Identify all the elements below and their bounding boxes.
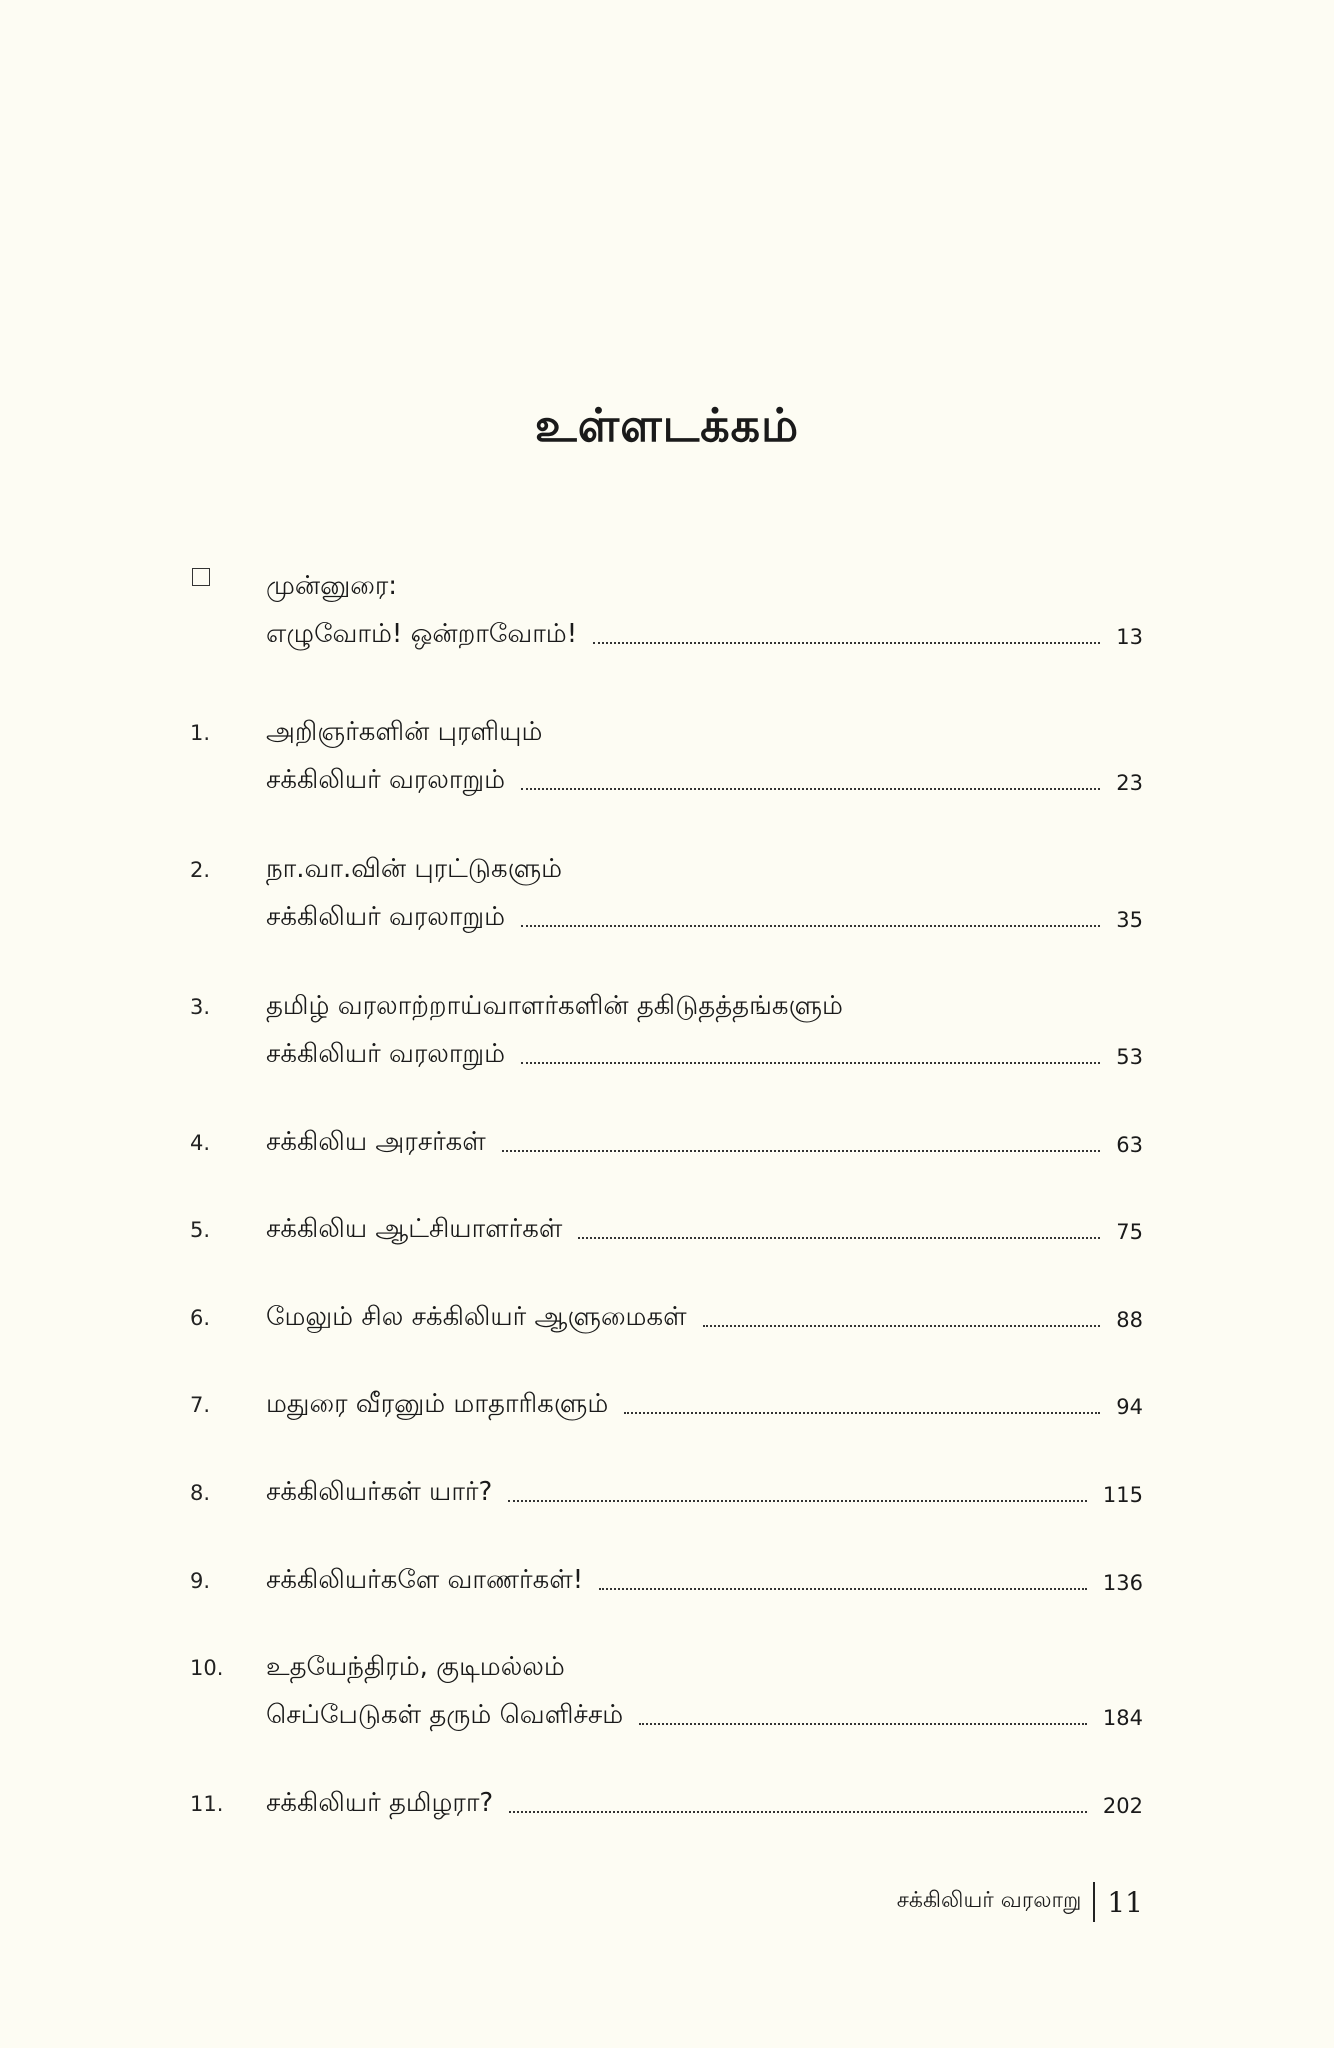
toc-entry-number: 11. — [190, 1792, 224, 1816]
toc-entry-line — [266, 1378, 1143, 1424]
toc-entry-number: 8. — [190, 1481, 211, 1505]
toc-entry-title: சக்கிலியர் வரலாறும் — [266, 1039, 506, 1069]
footer-divider — [1093, 1882, 1095, 1922]
toc-entry-page: 13 — [1116, 625, 1143, 649]
toc-entry-title: நா.வா.வின் புரட்டுகளும் — [266, 854, 563, 884]
dot-leader — [624, 1412, 1100, 1414]
toc-entry-line — [266, 754, 1143, 800]
toc-entry-page: 202 — [1102, 1794, 1143, 1818]
toc-entry-line — [266, 1203, 1143, 1249]
running-book-title: சக்கிலியர் வரலாறு — [896, 1888, 1082, 1913]
dot-leader — [502, 1150, 1100, 1152]
toc-entry-title: சக்கிலியர் வரலாறும் — [266, 765, 506, 795]
toc-entry-title: சக்கிலியர் வரலாறும் — [266, 902, 506, 932]
toc-entry-line — [266, 891, 1143, 937]
toc-entry-line — [266, 608, 1143, 654]
toc-entry-number: 7. — [190, 1393, 211, 1417]
dot-leader — [521, 788, 1100, 790]
toc-entry-page: 136 — [1102, 1571, 1143, 1595]
checkbox-square-icon — [192, 568, 210, 586]
page-title: உள்ளடக்கம் — [534, 398, 800, 452]
toc-entry-page: 94 — [1116, 1395, 1143, 1419]
toc-entry-line — [266, 560, 1143, 606]
toc-entry-number: 10. — [190, 1656, 224, 1680]
toc-entry-title: சக்கிலியர்கள் யார்? — [266, 1477, 493, 1507]
toc-entry-title: அறிஞர்களின் புரளியும் — [266, 717, 543, 747]
toc-entry-page: 63 — [1116, 1133, 1143, 1157]
dot-leader — [509, 1811, 1087, 1813]
toc-entry-title: எழுவோம்! ஒன்றாவோம்! — [266, 619, 578, 649]
toc-entry-title: மேலும் சில சக்கிலியர் ஆளுமைகள் — [266, 1302, 687, 1332]
toc-entry-page: 115 — [1102, 1483, 1143, 1507]
toc-entry-title: முன்னுரை: — [266, 571, 398, 601]
dot-leader — [521, 925, 1100, 927]
toc-entry-line — [266, 1554, 1143, 1600]
dot-leader — [639, 1723, 1087, 1725]
toc-entry-title: செப்பேடுகள் தரும் வெளிச்சம் — [266, 1700, 624, 1730]
dot-leader — [508, 1500, 1087, 1502]
toc-entry-line — [266, 706, 1143, 752]
toc-entry-title: மதுரை வீரனும் மாதாரிகளும் — [266, 1389, 609, 1419]
toc-entry-title: உதயேந்திரம், குடிமல்லம் — [266, 1652, 565, 1682]
dot-leader — [703, 1325, 1101, 1327]
toc-entry-line — [266, 1466, 1143, 1512]
toc-entry-line — [266, 980, 1143, 1026]
dot-leader — [578, 1237, 1100, 1239]
toc-entry-number: 4. — [190, 1131, 211, 1155]
dot-leader — [593, 642, 1100, 644]
toc-entry-page: 184 — [1102, 1706, 1143, 1730]
toc-entry-title: சக்கிலிய ஆட்சியாளர்கள் — [266, 1214, 563, 1244]
toc-entry-page: 75 — [1116, 1220, 1143, 1244]
dot-leader — [521, 1062, 1100, 1064]
toc-entry-line — [266, 1641, 1143, 1687]
toc-entry-page: 53 — [1116, 1045, 1143, 1069]
toc-entry-line — [266, 843, 1143, 889]
dot-leader — [599, 1588, 1087, 1590]
toc-entry-line — [266, 1291, 1143, 1337]
toc-entry-number: 6. — [190, 1306, 211, 1330]
toc-entry-line — [266, 1116, 1143, 1162]
toc-entry-page: 23 — [1116, 771, 1143, 795]
toc-entry-title: சக்கிலியர் தமிழரா? — [266, 1788, 494, 1818]
toc-entry-number: 3. — [190, 995, 211, 1019]
toc-entry-line — [266, 1689, 1143, 1735]
page-footer — [897, 1882, 1143, 1922]
toc-entry-number: 5. — [190, 1218, 211, 1242]
toc-entry-number: 2. — [190, 858, 211, 882]
page-number: 11 — [1107, 1885, 1143, 1919]
toc-entry-number: 1. — [190, 721, 211, 745]
toc-entry-line — [266, 1777, 1143, 1823]
toc-entry-title: சக்கிலியர்களே வாணர்கள்! — [266, 1565, 584, 1595]
toc-entry-title: சக்கிலிய அரசர்கள் — [266, 1127, 486, 1157]
toc-entry-line — [266, 1028, 1143, 1074]
toc-entry-number: 9. — [190, 1569, 211, 1593]
toc-entry-title: தமிழ் வரலாற்றாய்வாளர்களின் தகிடுதத்தங்களும் — [266, 991, 843, 1021]
toc-entry-page: 88 — [1116, 1308, 1143, 1332]
toc-entry-page: 35 — [1116, 908, 1143, 932]
